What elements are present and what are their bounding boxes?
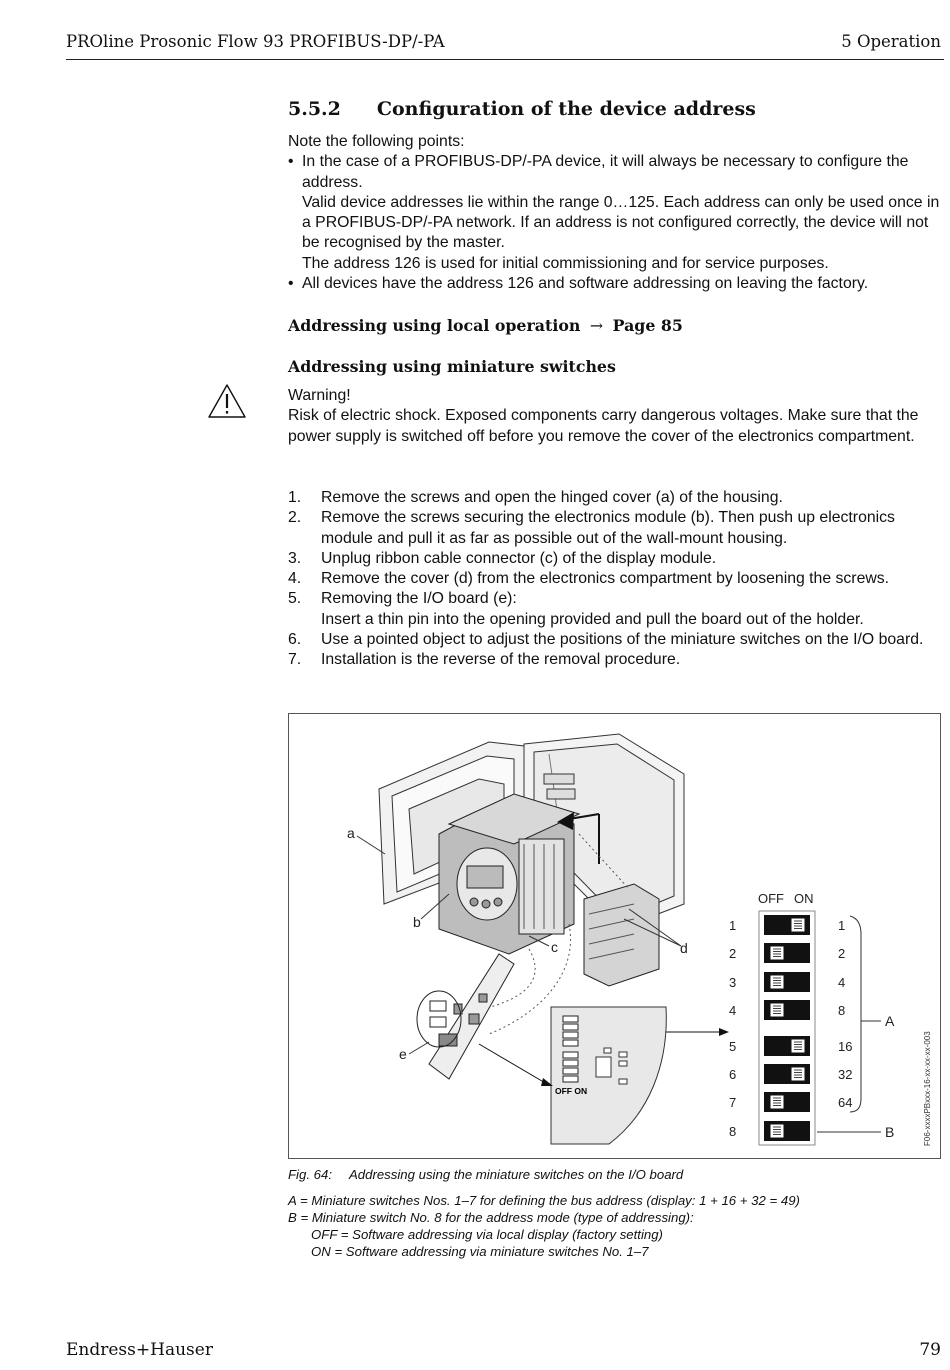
- label-B: B: [885, 1124, 895, 1140]
- switch-number: 2: [729, 946, 737, 961]
- page-number: 79: [919, 1340, 941, 1360]
- header-rule: [66, 59, 944, 60]
- io-board: [417, 954, 514, 1079]
- step-number: 5.: [288, 590, 302, 608]
- switch-number: 8: [729, 1124, 737, 1139]
- dip-switch-4: [729, 1000, 845, 1020]
- switch-value: 64: [838, 1095, 853, 1110]
- step-item: [288, 630, 943, 650]
- switch-number: 4: [729, 1003, 737, 1018]
- intro-text: Note the following points:: [288, 133, 465, 150]
- bullet-item: [288, 274, 943, 294]
- board-inset: [479, 1007, 729, 1144]
- dip-switch-1: [729, 915, 845, 935]
- switch-number: 6: [729, 1067, 737, 1082]
- step-text: Remove the cover (d) from the electronics compartment by loosening the screws.: [321, 570, 890, 588]
- bullet-icon: •: [288, 153, 294, 171]
- figure-title: Addressing using the miniature switches on the I/O board: [348, 1167, 684, 1182]
- subhead-local-label: Addressing using local operation: [288, 316, 581, 335]
- footer-brand: Endress+Hauser: [66, 1340, 213, 1360]
- step-number: 1.: [288, 489, 302, 506]
- step-text: Remove the screws securing the electronics module (b). Then push up electronics module and pull it as far as possible out of the wall-mount housing.: [321, 509, 895, 547]
- switch-header-on: ON: [794, 891, 814, 906]
- step-text: Installation is the reverse of the removal procedure.: [321, 651, 681, 669]
- step-text: Removing the I/O board (e):: [321, 590, 517, 608]
- switch-value: 1: [838, 918, 846, 933]
- bullet-text: All devices have the address 126 and software addressing on leaving the factory.: [302, 275, 869, 293]
- figure-number: Fig. 64:: [288, 1167, 332, 1182]
- subhead-miniature-switches: Addressing using miniature switches: [288, 357, 616, 376]
- label-a: a: [347, 825, 355, 841]
- legend-on: ON = Software addressing via miniature switches No. 1–7: [311, 1244, 649, 1259]
- switch-knob: [770, 975, 784, 989]
- switch-value: 32: [838, 1067, 853, 1082]
- section-number: 5.5.2: [288, 98, 341, 120]
- switch-knob: [770, 1095, 784, 1109]
- bullet-item: [288, 152, 943, 274]
- label-b: b: [413, 914, 421, 930]
- label-A: A: [885, 1013, 895, 1029]
- bullet-subtext: Valid device addresses lie within the range 0…125. Each address can only be used once in a PROFIBUS-DP/-PA network. If an address is not configured correctly, the device will not be recognised by the master.: [302, 193, 940, 252]
- bullet-subtext: The address 126 is used for initial commissioning and for service purposes.: [302, 254, 829, 272]
- step-item: [288, 650, 943, 670]
- step-item: [288, 589, 943, 630]
- legend-A: A = Miniature switches Nos. 1–7 for defining the bus address (display: 1 + 16 + 32 = 49): [288, 1193, 800, 1208]
- switch-knob: [770, 1003, 784, 1017]
- notes-block: [288, 132, 943, 294]
- arrow-right-icon: →: [589, 316, 604, 335]
- step-number: 6.: [288, 631, 302, 649]
- legend-off: OFF = Software addressing via local display (factory setting): [311, 1227, 663, 1242]
- label-e: e: [399, 1046, 407, 1062]
- step-subtext: Insert a thin pin into the opening provided and pull the board out of the holder.: [321, 610, 864, 628]
- step-number: 2.: [288, 509, 302, 527]
- section-heading: [288, 98, 756, 120]
- figure-frame: [288, 713, 941, 1159]
- dip-switch-5: [729, 1036, 852, 1056]
- step-text: Use a pointed object to adjust the positions of the miniature switches on the I/O board.: [321, 631, 924, 649]
- step-number: 7.: [288, 651, 302, 669]
- page-reference-link[interactable]: Page 85: [612, 316, 683, 335]
- step-item: [288, 569, 943, 589]
- label-d: d: [680, 940, 688, 956]
- display-module: [457, 848, 517, 920]
- warning-text: Risk of electric shock. Exposed components carry dangerous voltages. Make sure that the power supply is switched off before you remove the cover of the electronics compartment.: [288, 407, 919, 445]
- figure-id: F06-xxxxPBxxx-16-xx-xx-xx-003: [923, 1031, 932, 1146]
- switch-number: 1: [729, 918, 737, 933]
- step-item: [288, 508, 943, 549]
- bracket-A: [850, 916, 861, 1112]
- switch-value: 16: [838, 1039, 853, 1054]
- switch-knob: [770, 946, 784, 960]
- label-c: c: [551, 939, 558, 955]
- electronics-cover: [584, 884, 659, 986]
- figure-caption: [288, 1167, 683, 1182]
- subhead-local-operation: [288, 316, 683, 335]
- switch-knob: [770, 1124, 784, 1138]
- warning-block: [288, 386, 943, 447]
- switch-value: 8: [838, 1003, 846, 1018]
- bullet-text: In the case of a PROFIBUS-DP/-PA device, it will always be necessary to configure the address.: [302, 153, 909, 191]
- bullet-icon: •: [288, 275, 294, 293]
- switch-number: 7: [729, 1095, 737, 1110]
- step-item: [288, 488, 943, 508]
- switch-number: 5: [729, 1039, 737, 1054]
- dip-switch-2: [729, 943, 845, 963]
- board-off-on-label: OFF ON: [555, 1086, 588, 1096]
- switch-number: 3: [729, 975, 737, 990]
- step-item: [288, 549, 943, 569]
- steps-list: [288, 488, 943, 671]
- warning-icon: [207, 383, 247, 419]
- dip-switch-6: [729, 1064, 852, 1084]
- dip-switch-7: [729, 1092, 852, 1112]
- switch-rows: [729, 915, 852, 1141]
- switch-header-off: OFF: [758, 891, 784, 906]
- step-text: Unplug ribbon cable connector (c) of the display module.: [321, 549, 717, 567]
- switch-value: 4: [838, 975, 846, 990]
- switch-knob: [791, 1067, 805, 1081]
- step-number: 4.: [288, 570, 302, 588]
- steps-block: [288, 488, 943, 671]
- section-title: Configuration of the device address: [376, 98, 756, 120]
- dip-switch-panel: [729, 891, 895, 1145]
- running-header-chapter: 5 Operation: [841, 32, 941, 51]
- step-number: 3.: [288, 549, 302, 567]
- step-text: Remove the screws and open the hinged cover (a) of the housing.: [321, 489, 783, 506]
- dip-switch-3: [729, 972, 845, 992]
- warning-title: Warning!: [288, 387, 351, 404]
- dip-switch-8: [729, 1121, 810, 1141]
- switch-knob: [791, 918, 805, 932]
- device-illustration: [289, 714, 940, 1158]
- running-header-title: PROline Prosonic Flow 93 PROFIBUS-DP/-PA: [66, 32, 445, 51]
- switch-value: 2: [838, 946, 846, 961]
- switch-knob: [791, 1039, 805, 1053]
- legend-B: B = Miniature switch No. 8 for the address mode (type of addressing):: [288, 1210, 694, 1225]
